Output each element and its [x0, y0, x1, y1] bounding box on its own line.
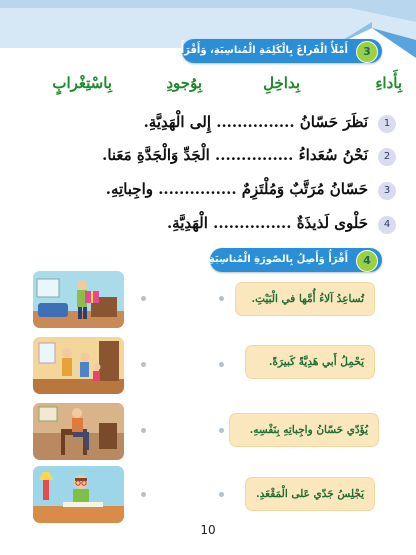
word-bank-item: بِوُجودِ — [166, 74, 202, 92]
match-dot[interactable] — [141, 362, 146, 367]
sentence-number: 3 — [378, 182, 396, 200]
word-bank-item: بِاسْتِغْرابٍ — [52, 74, 112, 92]
match-dot[interactable] — [219, 492, 224, 497]
section-4-banner — [210, 248, 382, 272]
word-bank — [20, 74, 402, 104]
sentence-3 — [20, 180, 396, 204]
statement-text: يَجْلِسُ جَدّي عَلى الْمَقْعَدِ. — [256, 488, 364, 500]
sentence-text[interactable]: نَحْنُ سُعَداءُ ............... الْجَدِّ وَالْجَدَّةِ مَعَنا. — [102, 146, 368, 164]
word-bank-item: بِأَداءِ — [375, 74, 402, 92]
match-dot[interactable] — [141, 296, 146, 301]
page-number: 10 — [200, 523, 216, 537]
statement-text: يُؤَدّي حَسّانُ واجِباتِهِ بِنَفْسِهِ. — [249, 424, 368, 436]
statement-card-1 — [236, 283, 374, 315]
sentence-text[interactable]: حَسّانُ مُرَتَّبٌ وَمُلْتَزِمٌ ............... واجِباتِهِ. — [105, 180, 368, 198]
match-dot[interactable] — [141, 492, 146, 497]
statement-text: تُساعِدُ آلاءُ أُمَّها في الْبَيْتِ. — [251, 293, 364, 305]
sentence-text[interactable]: نَظَرَ حَسّانُ ............... إِلى الْهَدِيَّةِ. — [143, 113, 368, 131]
match-dot[interactable] — [141, 428, 146, 433]
match-dot[interactable] — [219, 362, 224, 367]
statement-text: يَحْمِلُ أَبي هَدِيَّةً كَبيرَةً. — [268, 356, 364, 368]
sentence-number: 1 — [378, 115, 396, 133]
picture-boy-at-desk[interactable] — [33, 466, 124, 523]
sentence-number: 2 — [378, 148, 396, 166]
section-4-instruction: أَقْرَأُ وَأَصِلُ بِالصّورَةِ الْمُناسِبَةِ — [208, 254, 348, 265]
section-3-number-badge: 3 — [356, 41, 378, 63]
section-4-number-badge: 4 — [356, 250, 378, 272]
sentence-number: 4 — [378, 216, 396, 234]
match-dot[interactable] — [219, 428, 224, 433]
statement-card-4 — [246, 478, 374, 510]
picture-family-helping[interactable] — [33, 337, 124, 394]
statement-card-3 — [230, 414, 378, 446]
statement-card-2 — [246, 346, 374, 378]
sentence-1 — [20, 113, 396, 137]
picture-living-room-gift[interactable] — [33, 271, 124, 328]
sentence-2 — [20, 146, 396, 170]
sentence-text[interactable]: حَلْوى لَذيذَةٌ ............... الْهَدِيَّةِ. — [166, 214, 368, 232]
section-3-instruction: أَمْلَأُ الْفَراغَ بِالْكَلِمَةِ الْمُناسِبَةِ، وَأَقْرَأُ — [180, 45, 348, 56]
picture-man-on-chair[interactable] — [33, 403, 124, 460]
word-bank-item: بِداخِلِ — [263, 74, 300, 92]
section-3-banner — [182, 39, 382, 63]
match-dot[interactable] — [219, 296, 224, 301]
sentence-4 — [20, 214, 396, 238]
